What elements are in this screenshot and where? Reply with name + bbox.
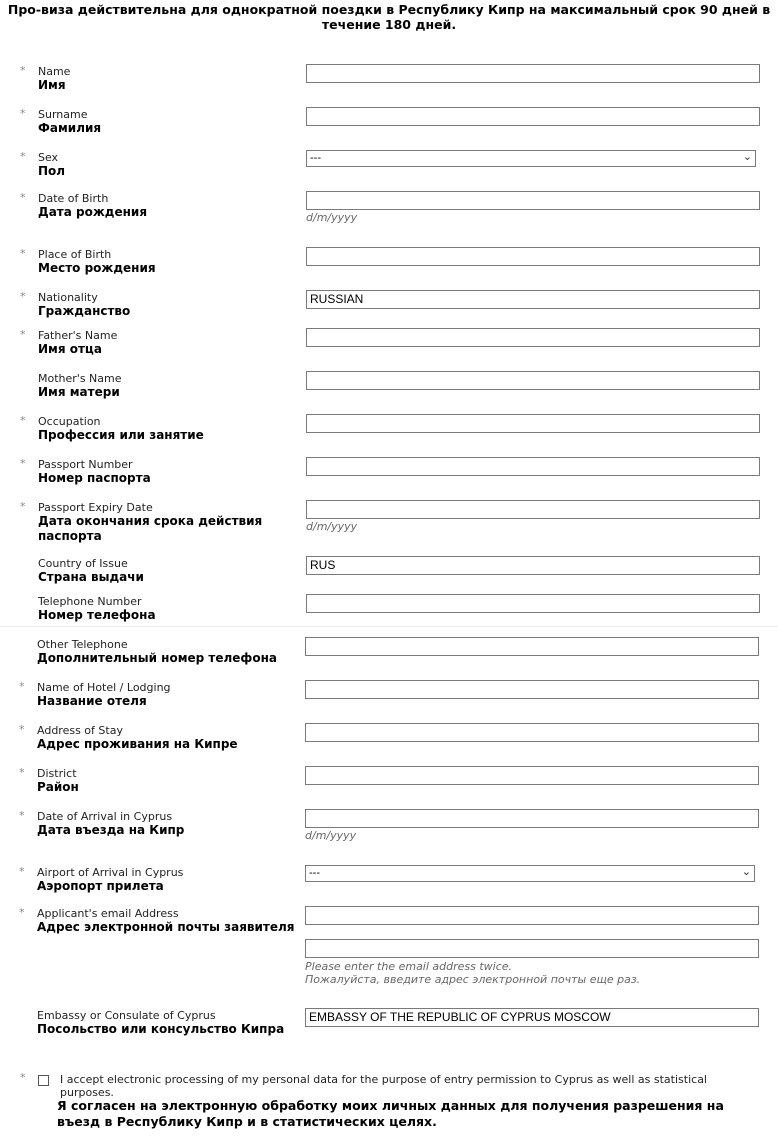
section-divider <box>0 626 778 627</box>
label-ru: Дополнительный номер телефона <box>37 651 277 665</box>
label-en: Mother's Name <box>38 372 122 385</box>
required-marker: * <box>19 680 25 693</box>
label-en: Passport Number <box>38 458 133 471</box>
label-en: Surname <box>38 108 88 121</box>
label-en: Other Telephone <box>37 638 128 651</box>
label-en: Telephone Number <box>38 595 142 608</box>
visa-notice: Про-виза действительна для однократной поездки в Республику Кипр на максимальный срок 90 дней в течение 180 дней. <box>7 2 771 32</box>
label-en: Address of Stay <box>37 724 123 737</box>
passport-number-input[interactable] <box>306 457 760 476</box>
consent-label-ru: Я согласен на электронную обработку моих личных данных для получения разрешения на въезд в Республику Кипр и в статистических целях. <box>57 1098 724 1129</box>
required-marker: * <box>20 1071 26 1084</box>
label-ru: Посольство или консульство Кипра <box>37 1022 285 1036</box>
label-en: Place of Birth <box>38 248 112 261</box>
required-marker: * <box>19 865 25 878</box>
telephone-input[interactable] <box>306 594 760 613</box>
other-telephone-input[interactable] <box>305 637 759 656</box>
required-marker: * <box>20 150 26 163</box>
email-input[interactable] <box>305 906 759 925</box>
airport-select[interactable] <box>305 865 755 882</box>
country-of-issue-input[interactable]: RUS <box>306 556 760 575</box>
label-en: Sex <box>38 151 59 164</box>
label-ru: Номер паспорта <box>38 471 151 485</box>
label-en: Passport Expiry Date <box>38 501 153 514</box>
label-ru: Дата въезда на Кипр <box>37 823 185 837</box>
label-en: District <box>37 767 77 780</box>
required-marker: * <box>20 64 26 77</box>
hotel-name-input[interactable] <box>305 680 759 699</box>
label-ru: Аэропорт прилета <box>37 879 164 893</box>
chevron-down-icon: ⌄ <box>741 866 751 878</box>
sex-select-value: --- <box>310 152 321 164</box>
label-en: Country of Issue <box>38 557 128 570</box>
required-marker: * <box>20 328 26 341</box>
label-ru: Имя отца <box>38 342 102 356</box>
label-ru: Профессия или занятие <box>38 428 204 442</box>
label-ru: Имя <box>38 78 66 92</box>
date-format-hint: d/m/yyyy <box>305 829 357 842</box>
required-marker: * <box>19 723 25 736</box>
email-hint-ru: Пожалуйста, введите адрес электронной почты еще раз. <box>305 973 641 986</box>
required-marker: * <box>19 906 25 919</box>
label-ru: Гражданство <box>38 304 131 318</box>
required-marker: * <box>20 500 26 513</box>
label-en: Name of Hotel / Lodging <box>37 681 171 694</box>
embassy-input[interactable]: EMBASSY OF THE REPUBLIC OF CYPRUS MOSCOW <box>305 1008 759 1027</box>
label-ru: Место рождения <box>38 261 156 275</box>
mother-name-input[interactable] <box>306 371 760 390</box>
dob-input[interactable] <box>306 191 760 210</box>
sex-select[interactable] <box>306 150 756 167</box>
required-marker: * <box>19 809 25 822</box>
label-en: Nationality <box>38 291 98 304</box>
date-format-hint: d/m/yyyy <box>306 520 358 533</box>
chevron-down-icon: ⌄ <box>742 151 752 163</box>
label-ru: Пол <box>38 164 66 178</box>
arrival-date-input[interactable] <box>305 809 759 828</box>
label-ru: Район <box>37 780 79 794</box>
email-confirm-input[interactable] <box>305 939 759 958</box>
label-en: Embassy or Consulate of Cyprus <box>37 1009 216 1022</box>
label-en: Airport of Arrival in Cyprus <box>37 866 184 879</box>
required-marker: * <box>20 191 26 204</box>
date-format-hint: d/m/yyyy <box>306 211 358 224</box>
label-en: Date of Birth <box>38 192 109 205</box>
label-ru: Адрес электронной почты заявителя <box>37 920 295 934</box>
place-of-birth-input[interactable] <box>306 247 760 266</box>
required-marker: * <box>20 414 26 427</box>
label-ru: Фамилия <box>38 121 102 135</box>
label-ru: Название отеля <box>37 694 147 708</box>
consent-label-en: I accept electronic processing of my personal data for the purpose of entry permission to Cyprus as well as statistical purposes. <box>60 1073 707 1099</box>
label-ru: Номер телефона <box>38 608 156 622</box>
label-ru: Страна выдачи <box>38 570 144 584</box>
name-input[interactable] <box>306 64 760 83</box>
label-ru: Дата рождения <box>38 205 148 219</box>
district-input[interactable] <box>305 766 759 785</box>
nationality-input[interactable]: RUSSIAN <box>306 290 760 309</box>
father-name-input[interactable] <box>306 328 760 347</box>
label-en: Date of Arrival in Cyprus <box>37 810 173 823</box>
required-marker: * <box>20 457 26 470</box>
label-ru: Адрес проживания на Кипре <box>37 737 238 751</box>
surname-input[interactable] <box>306 107 760 126</box>
consent-checkbox[interactable] <box>38 1075 49 1086</box>
required-marker: * <box>20 290 26 303</box>
required-marker: * <box>20 107 26 120</box>
required-marker: * <box>19 766 25 779</box>
email-hint-en: Please enter the email address twice. <box>305 960 513 973</box>
label-en: Father's Name <box>38 329 118 342</box>
label-ru: Дата окончания срока действия паспорта <box>38 514 263 543</box>
address-input[interactable] <box>305 723 759 742</box>
required-marker: * <box>20 247 26 260</box>
label-en: Occupation <box>38 415 101 428</box>
passport-expiry-input[interactable] <box>306 500 760 519</box>
occupation-input[interactable] <box>306 414 760 433</box>
airport-select-value: --- <box>309 867 320 879</box>
label-en: Applicant's email Address <box>37 907 179 920</box>
label-ru: Имя матери <box>38 385 120 399</box>
label-en: Name <box>38 65 71 78</box>
